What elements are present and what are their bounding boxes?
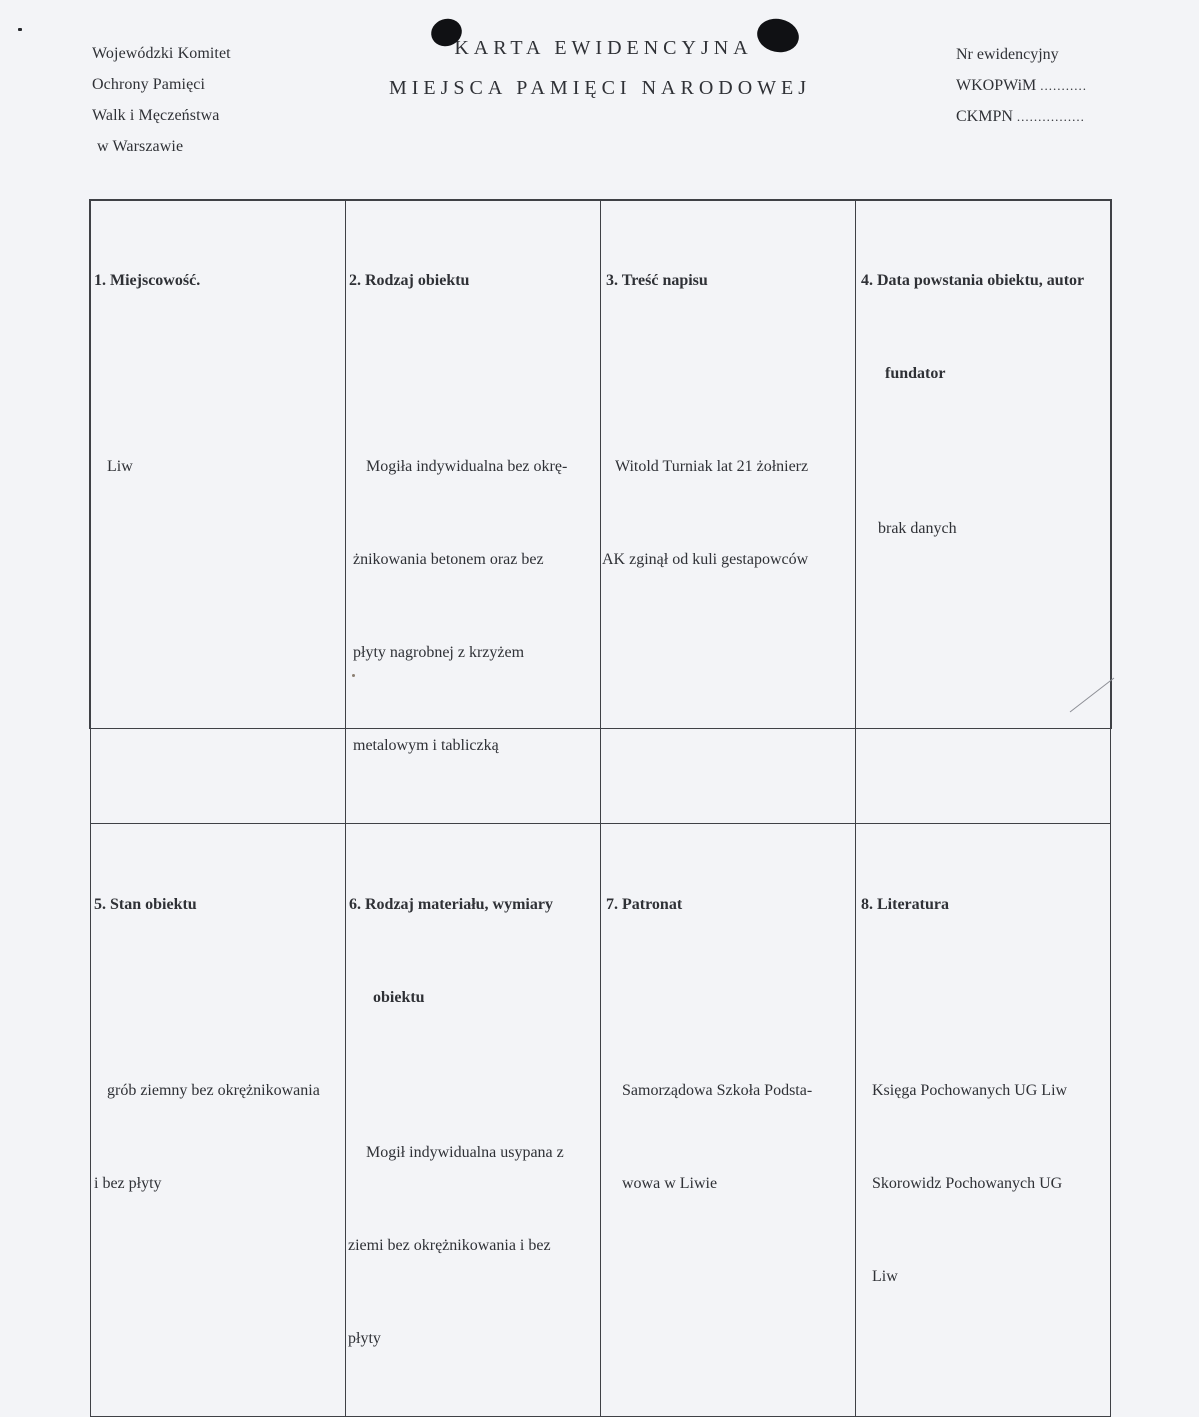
issuer-line: w Warszawie <box>97 138 184 155</box>
field-label: 7. Patronat <box>606 896 683 913</box>
field-cell-material <box>346 824 601 1417</box>
table-row <box>91 201 1111 824</box>
field-label: 2. Rodzaj obiektu <box>349 272 470 289</box>
field-label: 8. Literatura <box>861 896 949 913</box>
field-label: 6. Rodzaj materiału, wymiary obiektu <box>349 896 553 1006</box>
document-title <box>360 30 840 100</box>
field-cell-literature <box>856 824 1111 1417</box>
issuer-line: Walk i Męczeństwa <box>92 107 220 124</box>
field-value: Samorządowa Szkoła Podsta- wowa w Liwie <box>622 1082 813 1192</box>
field-cell-locality <box>91 201 346 824</box>
ckmpn-dots: ................ <box>1016 109 1085 124</box>
registration-number-label: Nr ewidencyjny <box>956 46 1059 63</box>
field-value: brak danych <box>878 520 957 537</box>
issuer-line: Wojewódzki Komitet <box>92 45 231 62</box>
field-value: Księga Pochowanych UG Liw Skorowidz Pochowanych UG Liw <box>872 1082 1068 1285</box>
ckmpn-label: CKMPN <box>956 108 1013 125</box>
title-line-2: MIEJSCA PAMIĘCI NARODOWEJ <box>388 77 812 99</box>
paper-speck <box>352 674 355 677</box>
field-cell-creation-date <box>856 201 1111 824</box>
field-cell-inscription <box>601 201 856 824</box>
field-label: 1. Miejscowość. <box>94 272 201 289</box>
ckmpn-field <box>956 101 1136 132</box>
field-label: 3. Treść napisu <box>606 272 708 289</box>
field-cell-patronage <box>601 824 856 1417</box>
field-cell-object-type <box>346 201 601 824</box>
wkopwim-dots: ........... <box>1040 78 1087 93</box>
table-row <box>91 824 1111 1417</box>
field-label: 4. Data powstania obiektu, autor fundator <box>861 272 1085 382</box>
pen-stroke-mark <box>1068 676 1116 714</box>
field-value: Liw <box>107 458 133 475</box>
title-line-1: KARTA EWIDENCYJNA <box>454 37 753 59</box>
registration-block <box>956 39 1136 132</box>
record-table <box>89 199 1112 1347</box>
field-cell-condition <box>91 824 346 1417</box>
field-value: Mogiła indywidualna bez okrę- żnikowania betonem oraz bez płyty nagrobnej z krzyżem metalowym i tabliczką <box>353 458 568 754</box>
page-edge-mark <box>18 28 22 31</box>
field-value: Mogił indywidualna usypana z ziemi bez okrężnikowania i bez płyty <box>348 1144 564 1347</box>
issuer-line: Ochrony Pamięci <box>92 76 206 93</box>
wkopwim-label: WKOPWiM <box>956 77 1037 94</box>
field-label: 5. Stan obiektu <box>94 896 197 913</box>
issuer-block <box>92 38 231 162</box>
field-value: Witold Turniak lat 21 żołnierz AK zginął od kuli gestapowców <box>602 458 809 568</box>
wkopwim-field <box>956 70 1136 101</box>
field-value: grób ziemny bez okrężnikowania i bez płyty <box>94 1082 320 1192</box>
